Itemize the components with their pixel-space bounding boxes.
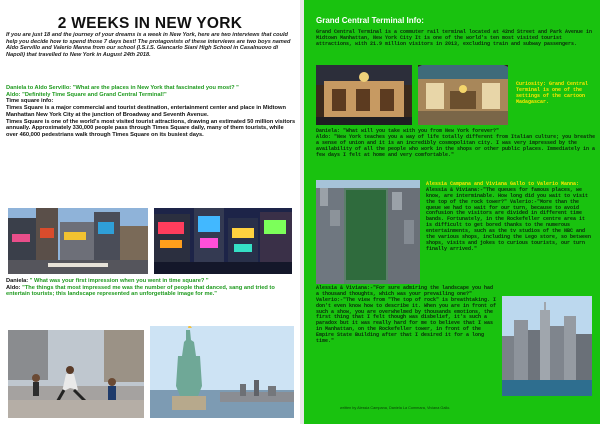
page-title: 2 WEEKS IN NEW YORK bbox=[57, 15, 243, 32]
statue-of-liberty-photo bbox=[150, 326, 294, 418]
a2-speaker: Aldo: bbox=[6, 284, 21, 291]
manhattan-skyline-photo bbox=[502, 296, 592, 396]
interview-block-4 bbox=[426, 182, 594, 253]
q1-text: "What are the places in New York that fascinated you most? " bbox=[72, 85, 239, 91]
street-dancers-photo bbox=[8, 330, 144, 418]
q2-text: " What was your first impression when you went in time square? " bbox=[29, 278, 209, 284]
gct-heading: Grand Central Terminal Info: bbox=[316, 16, 424, 25]
q4-heading: Alessia Campana and Viviana Gallo to Valerio Manna: bbox=[426, 181, 580, 187]
times-square-day-photo bbox=[8, 208, 148, 274]
q2-speaker: Daniela: bbox=[6, 278, 29, 284]
grand-central-concourse-photo bbox=[418, 65, 508, 125]
q4-text: Alessia & Viviana:-"The queues for famous places, we know, are interminable. How long did you wait to visit the top of the rock tower?" Valerio:-"More than the queue we had to wait for our turn, because to avoid confusion the visitors are divided in different time bands. Fortunately, in the Rockefeller centre area it is difficult to get bored thanks to the numerous entertainments, such as the tv studios of the NBC and the various shops, including the Lego store, so between shops, visits and jokes to curious tourists, our turn finally arrived." bbox=[426, 186, 592, 252]
gct-info-paragraph: Grand Central Terminal is a commuter rail terminal located at 42nd Street and Park Avenue in Midtown Manhattan, New York City It is one of the world's ten most visited tourist attractions, with 21.9 million visitors in 2013, excluding train and subway passengers. bbox=[316, 29, 593, 47]
q3-text: "What will you take with you from New York forever?" bbox=[343, 128, 500, 134]
ts-heading: Time square info: bbox=[6, 98, 54, 105]
right-page bbox=[304, 0, 600, 424]
a3-speaker: Aldo: bbox=[316, 133, 332, 140]
times-square-night-photo bbox=[154, 208, 292, 274]
interview-block-2 bbox=[6, 278, 296, 298]
interview-block-3 bbox=[316, 129, 596, 158]
q1-speaker: Daniela to Aldo Servillo: bbox=[6, 85, 72, 91]
a3-text: "New York teaches you a way of life totally different from Italian culture; you breathe a sense of union and it is an incredibly cosmopolitan city. I was very impressed by the availability of all the people who work in the shops or other public places. Immediately in a few days I felt at home and very comfortable." bbox=[316, 133, 596, 158]
a1-text: "Definitely Time Square and Grand Central Terminal!" bbox=[22, 91, 167, 98]
manhattan-aerial-photo bbox=[316, 180, 420, 284]
a2-text: "The things that most impressed me was the number of people that danced, sang and tried to entertain tourists; this landscape represented an unforgettable image for me." bbox=[6, 284, 275, 298]
a1-speaker: Aldo: bbox=[6, 91, 21, 98]
interview-block-5: Alessia & Viviana:-"For sure admiring the landscape you had a thousand thoughts, which was your prevailing one?" Valerio:-"The view from "The top of rock" is breathtaking. I don't even know how to describe it. When you are in front of such a show, you are overwhelmed by thousands emotions, the first thing that I felt though was disbelief, it's such a paradox but it was really hard for me to believe that I was in Manhattan, on the Rockefeller tower, in front of the Empire State Building after that I desired it for a long time." bbox=[316, 285, 497, 345]
ts-paragraph-1: Times Square is a major commercial and tourist destination, entertainment center and place in Midtown Manhattan New York City at the junction of Broadway and Seventh Avenue. bbox=[6, 105, 286, 118]
q3-speaker: Daniela: bbox=[316, 128, 341, 134]
interview-block-1 bbox=[6, 85, 296, 139]
grand-central-exterior-photo bbox=[316, 65, 412, 125]
curiosity-note: Curiosity: Grand Central Terminal is one of the settings of the cartoon Madagascar. bbox=[516, 81, 589, 105]
ts-paragraph-2: Times Square is one of the world's most visited tourist attractions, drawing an estimated 50 million visitors annually. Approximately 330,000 people pass through Times Square daily, many of them tourists, while over 460,000 pedestrians walk through Times Square on its busiest days. bbox=[6, 118, 296, 139]
intro-paragraph: If you are just 18 and the journey of your dreams is a week in New York, here are two interviews that could help you decide how to spend those 7 days best! The protagonists of these interviews are two boys named Aldo Servillo and Valerio Manna from our school (I.S.I.S. Giancarlo Siani High School in Casalnuovo di Napoli) that travelled to New York in August 24th 2018. bbox=[6, 32, 291, 58]
byline-footer: written by Alessia Campana, Daniela La Commara, Viviana Gallo. bbox=[340, 406, 451, 410]
